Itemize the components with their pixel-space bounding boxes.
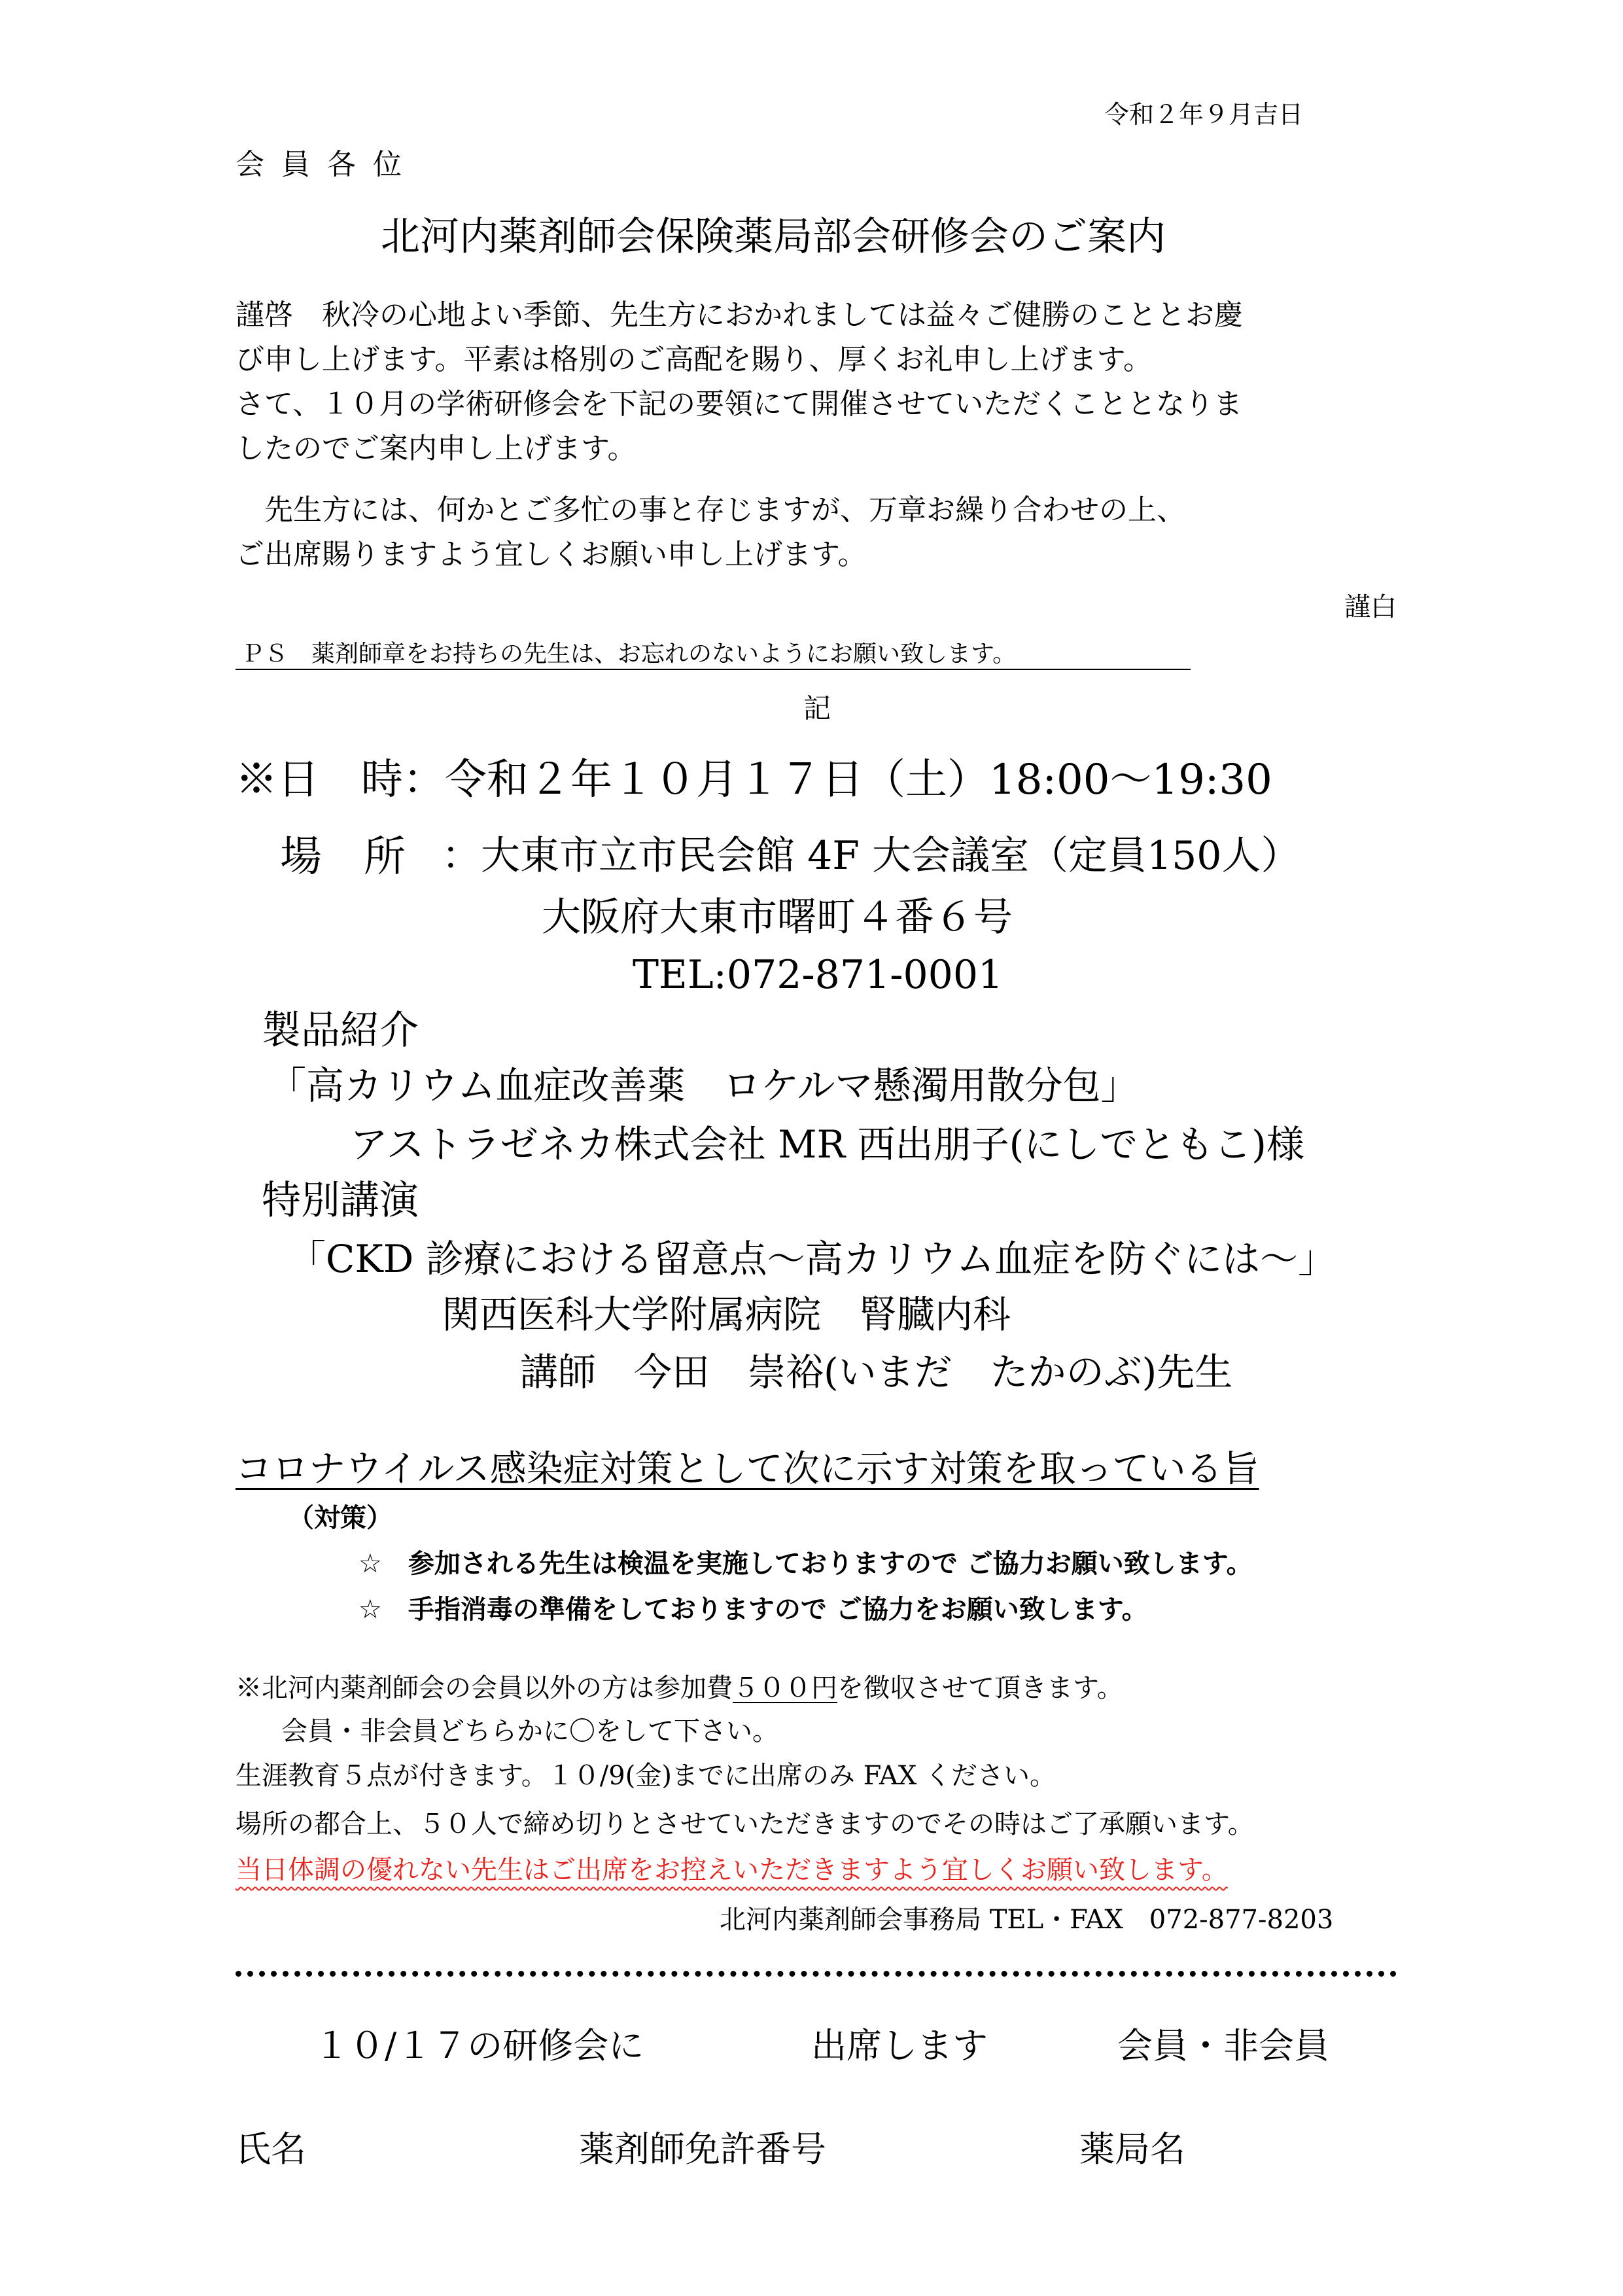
product-presenter: アストラゼネカ株式会社 MR 西出朋子(にしでともこ)様	[350, 1122, 1304, 1167]
covid-item-1: ☆ 参加される先生は検温を実施しておりますので ご協力お願い致します。	[358, 1549, 1253, 1579]
addressee: 会 員 各 位	[236, 148, 406, 181]
page-title: 北河内薬剤師会保険薬局部会研修会のご案内	[381, 214, 1166, 260]
reply-event: １０/１７の研修会に	[314, 2025, 644, 2066]
member-option[interactable]: 会員・非会員	[1117, 2025, 1329, 2066]
attend-option[interactable]: 出席します	[811, 2025, 988, 2066]
office-contact: 北河内薬剤師会事務局 TEL・FAX 072-877-8203	[720, 1905, 1334, 1935]
lecture-heading: 特別講演	[262, 1178, 419, 1224]
lecture-title: 「CKD 診療における留意点～高カリウム血症を防ぐには～」	[288, 1237, 1336, 1281]
covid-item-2: ☆ 手指消毒の準備をしておりますので ご協力をお願い致します。	[358, 1595, 1148, 1625]
body-line-2: び申し上げます。平素は格別のご高配を賜り、厚くお礼申し上げます。	[236, 343, 1152, 376]
body-line-3: さて、１０月の学術研修会を下記の要領にて開催させていただくこととなりま	[236, 387, 1243, 421]
lecture-speaker: 講師 今田 崇裕(いまだ たかのぶ)先生	[520, 1350, 1233, 1394]
credits-note: 生涯教育５点が付きます。１０/9(金)までに出席のみ FAX ください。	[236, 1761, 1056, 1791]
covid-heading: コロナウイルス感染症対策として次に示す対策を取っている旨	[236, 1448, 1259, 1491]
closing: 謹白	[1344, 592, 1397, 622]
health-warning: 当日体調の優れない先生はご出席をお控えいただきますよう宜しくお願い致します。	[236, 1855, 1228, 1885]
body-line-5: 先生方には、何かとご多忙の事と存じますが、万章お繰り合わせの上、	[236, 493, 1185, 527]
circle-note: 会員・非会員どちらかに〇をして下さい。	[281, 1716, 778, 1746]
product-title: 「高カリウム血症改善薬 ロケルマ懸濁用散分包」	[268, 1063, 1139, 1108]
ps-underline	[236, 669, 1191, 670]
covid-sub: （対策）	[288, 1503, 393, 1533]
license-label: 薬剤師免許番号	[579, 2128, 826, 2170]
ki-marker: 記	[803, 692, 831, 724]
lecture-affiliation: 関西医科大学附属病院 腎臓内科	[442, 1292, 1011, 1337]
product-heading: 製品紹介	[262, 1008, 419, 1053]
event-place-label: 場 所	[280, 833, 406, 881]
cut-line	[236, 1971, 1397, 1977]
body-line-4: したのでご案内申し上げます。	[236, 432, 637, 465]
ps-note: ＰＳ 薬剤師章をお持ちの先生は、お忘れのないようにお願い致します。	[241, 641, 1017, 667]
event-datetime: ※日 時：令和２年１０月１７日（土）18:00～19:30	[236, 756, 1272, 804]
event-place: ：大東市立市民会館 4F 大会議室（定員150人）	[442, 833, 1300, 879]
fee-prefix: ※北河内薬剤師会の会員以外の方は参加費	[236, 1673, 733, 1703]
name-label: 氏名	[236, 2128, 306, 2170]
pharmacy-label: 薬局名	[1079, 2128, 1185, 2170]
issue-date: 令和２年９月吉日	[1104, 100, 1304, 129]
capacity-note: 場所の都合上、５０人で締め切りとさせていただきますのでその時はご了承願います。	[236, 1809, 1254, 1839]
fee-suffix: を徴収させて頂きます。	[837, 1673, 1123, 1703]
event-tel: TEL:072-871-0001	[633, 952, 1003, 998]
fee-amount: ５００円	[733, 1673, 837, 1703]
fee-note	[236, 1675, 1123, 1701]
body-line-6: ご出席賜りますよう宜しくお願い申し上げます。	[236, 538, 867, 571]
body-line-1: 謹啓 秋冷の心地よい季節、先生方におかれましては益々ご健勝のこととお慶	[236, 298, 1243, 332]
event-address: 大阪府大東市曙町４番６号	[542, 894, 1013, 940]
